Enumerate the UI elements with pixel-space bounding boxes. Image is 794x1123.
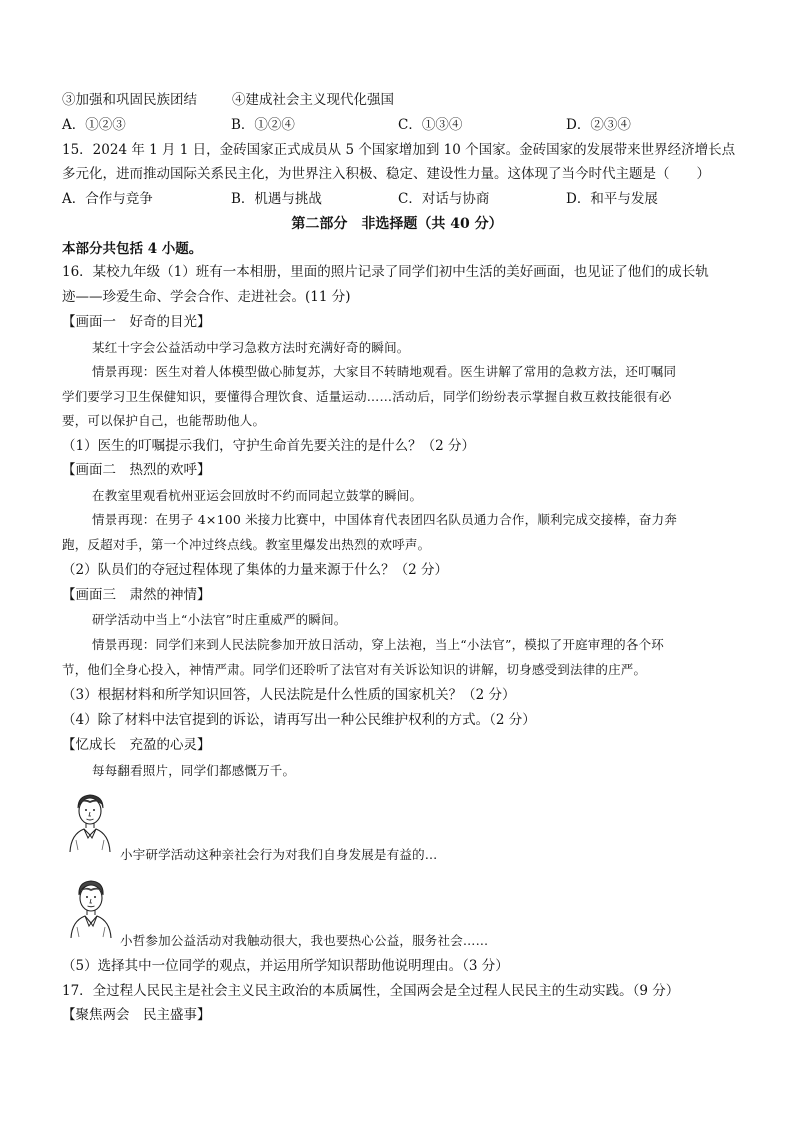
scene2-desc-line2: 跑，反超对手，第一个冲过终点线。教室里爆发出热烈的欢呼声。 [62,537,431,552]
scene3-desc-line2: 节，他们全身心投入，神情严肃。同学们还聆听了法官对有关诉讼知识的讲解，切身感受到法律的庄严。 [62,662,647,677]
scene2-title: 【画面二 热烈的欢呼】 [62,462,211,478]
scene1-desc-line2: 学们要学习卫生保健知识，要懂得合理饮食、适量运动……活动后，同学们纷纷表示掌握自救互救技能很有必 [62,389,672,404]
q14-statement-4: ④建成社会主义现代化强国 [232,92,394,108]
q15-option-c: C．对话与协商 [398,191,490,207]
scene1-title: 【画面一 好奇的目光】 [62,314,211,330]
scene2-desc-line1: 情景再现：在男子 4×100 米接力比赛中，中国体育代表团四名队员通力合作，顺利完成交接棒，奋力奔 [92,512,678,527]
q14-option-b: B．①②④ [231,117,295,133]
student-xiaoyu-avatar [62,790,118,856]
part2-intro: 本部分共包括 4 小题。 [62,241,203,257]
student-xiaozhe-quote: 小哲参加公益活动对我触动很大，我也要热心公益，服务社会…… [120,933,489,948]
q14-option-c: C．①③④ [398,117,463,133]
scene3-desc-line1: 情景再现：同学们来到人民法院参加开放日活动，穿上法袍，当上“小法官”，模拟了开庭审理的各个环 [92,637,664,652]
q16-sub3: （3）根据材料和所学知识回答，人民法院是什么性质的国家机关？（2 分） [62,687,516,703]
scene3-title: 【画面三 肃然的神情】 [62,587,211,603]
q16-sub5: （5）选择其中一位同学的观点，并运用所学知识帮助他说明理由。（3 分） [62,958,509,974]
q14-option-a: A．①②③ [62,117,126,133]
q15-option-d: D．和平与发展 [566,191,658,207]
q15-stem-line2: 多元化，进而推动国际关系民主化，为世界注入积极、稳定、建设性力量。这体现了当今时代主题是（ ） [62,166,710,182]
q16-stem-line2: 迹——珍爱生命、学会合作、走进社会。(11 分) [62,289,351,305]
q16-sub1: （1）医生的叮嘱提示我们，守护生命首先要关注的是什么？（2 分） [62,438,475,454]
scene4-title: 【忆成长 充盈的心灵】 [62,737,211,753]
q17-stem: 17．全过程人民民主是社会主义民主政治的本质属性，全国两会是全过程人民民主的生动实践。（9 分） [62,983,680,999]
q17-scene1-title: 【聚焦两会 民主盛事】 [62,1007,211,1023]
q15-option-a: A．合作与竞争 [62,191,153,207]
part2-title: 第二部分 非选择题（共 40 分） [291,216,503,232]
scene1-desc-line3: 要，可以保护自己，也能帮助他人。 [62,413,266,428]
student-xiaoyu-quote: 小宇研学活动这种亲社会行为对我们自身发展是有益的… [120,847,438,862]
q16-sub4: （4）除了材料中法官提到的诉讼，请再写出一种公民维护权利的方式。（2 分） [62,712,536,728]
q14-option-d: D．②③④ [566,117,631,133]
q16-stem-line1: 16．某校九年级（1）班有一本相册，里面的照片记录了同学们初中生活的美好画面，也见证了他们的成长轨 [62,264,709,280]
scene1-desc-line1: 情景再现：医生对着人体模型做心肺复苏，大家目不转睛地观看。医生讲解了常用的急救方法，还叮嘱同 [92,364,677,379]
scene1-caption: 某红十字会公益活动中学习急救方法时充满好奇的瞬间。 [92,340,410,355]
q16-sub2: （2）队员们的夺冠过程体现了集体的力量来源于什么？（2 分） [62,562,448,578]
q15-stem-line1: 15．2024 年 1 月 1 日，金砖国家正式成员从 5 个国家增加到 10 个国家。金砖国家的发展带来世界经济增长点 [62,142,736,158]
scene4-caption: 每每翻看照片，同学们都感慨万千。 [92,763,296,778]
q14-statement-3: ③加强和巩固民族团结 [62,92,197,108]
student-xiaozhe-avatar [64,876,118,942]
scene3-caption: 研学活动中当上“小法官”时庄重威严的瞬间。 [92,612,347,627]
q15-option-b: B．机遇与挑战 [231,191,322,207]
scene2-caption: 在教室里观看杭州亚运会回放时不约而同起立鼓掌的瞬间。 [92,488,423,503]
